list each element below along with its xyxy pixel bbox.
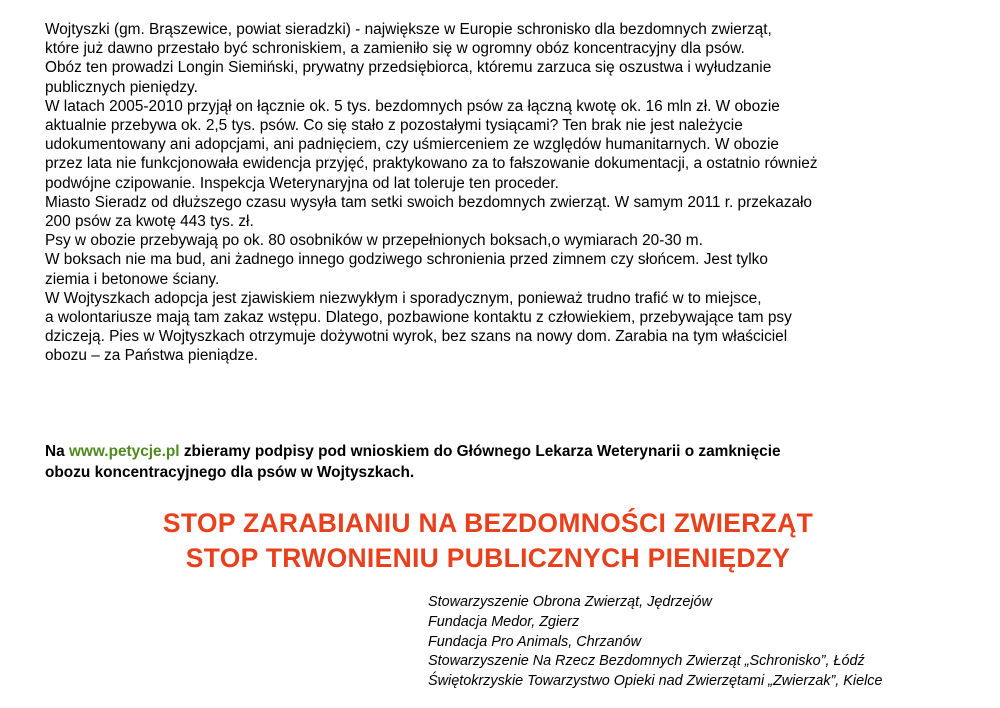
signatory: Świętokrzyskie Towarzystwo Opieki nad Zwierzętami „Zwierzak”, Kielce	[428, 673, 883, 690]
body-line: Wojtyszki (gm. Brąszewice, powiat sieradzki) - największe w Europie schronisko dla bezdomnych zwierząt,	[45, 21, 772, 38]
body-line: a wolontariusze mają tam zakaz wstępu. Dlatego, pozbawione kontaktu z człowiekiem, przebywające tam psy	[45, 309, 792, 327]
signatory: Stowarzyszenie Na Rzecz Bezdomnych Zwierząt „Schronisko”, Łódź	[428, 653, 865, 670]
article-body	[45, 20, 975, 366]
call-line-2: obozu koncentracyjnego dla psów w Wojtyszkach.	[45, 464, 415, 481]
call-prefix: Na	[45, 443, 69, 460]
body-line: W boksach nie ma bud, ani żadnego innego godziwego schronienia przed zimnem czy słońcem. Jest tylko	[45, 251, 768, 269]
body-line: ziemia i betonowe ściany.	[45, 270, 220, 288]
call-to-action	[45, 441, 975, 483]
slogan-1: STOP ZARABIANIU NA BEZDOMNOŚCI ZWIERZĄT	[162, 508, 814, 538]
body-line: publicznych pieniędzy.	[45, 78, 198, 96]
body-line: podwójne czipowanie. Inspekcja Weterynaryjna od lat toleruje ten proceder.	[45, 174, 559, 192]
signatory: Fundacja Pro Animals, Chrzanów	[428, 633, 642, 650]
body-line: przez lata nie funkcjonowała ewidencja przyjęć, praktykowano za to fałszowanie dokumentacji, a ostatnio również	[45, 155, 818, 173]
signatories	[428, 593, 883, 692]
signatory: Fundacja Medor, Zgierz	[428, 613, 580, 630]
body-line: Psy w obozie przebywają po ok. 80 osobników w przepełnionych boksach,o wymiarach 20-30 m.	[45, 232, 703, 250]
petition-link[interactable]: www.petycje.pl	[68, 443, 180, 460]
body-line: aktualnie przebywa ok. 2,5 tys. psów. Co się stało z pozostałymi tysiącami? Ten brak nie jest należycie	[45, 117, 743, 135]
slogan-2: STOP TRWONIENIU PUBLICZNYCH PIENIĘDZY	[185, 543, 791, 573]
body-line: które już dawno przestało być schroniskiem, a zamieniło się w ogromny obóz koncentracyjny dla psów.	[45, 40, 745, 58]
signatory: Stowarzyszenie Obrona Zwierząt, Jędrzejów	[428, 594, 712, 610]
call-line-1-text: zbieramy podpisy pod wnioskiem do Głównego Lekarza Weterynarii o zamknięcie	[179, 443, 781, 460]
call-line-1	[45, 441, 975, 462]
body-line: dziczeją. Pies w Wojtyszkach otrzymuje dożywotni wyrok, bez szans na nowy dom. Zarabia na tym właściciel	[45, 328, 788, 346]
body-line: Obóz ten prowadzi Longin Siemiński, prywatny przedsiębiorca, któremu zarzuca się oszustwa i wyłudzanie	[45, 59, 772, 77]
body-line: Miasto Sieradz od dłuższego czasu wysyła tam setki swoich bezdomnych zwierząt. W samym 2011 r. przekazało	[45, 193, 812, 211]
slogans	[0, 506, 976, 576]
body-line: obozu – za Państwa pieniądze.	[45, 347, 259, 365]
body-line: 200 psów za kwotę 443 tys. zł.	[45, 213, 254, 231]
body-line: W latach 2005-2010 przyjął on łącznie ok. 5 tys. bezdomnych psów za łączną kwotę ok. 16 mln zł. W obozie	[45, 97, 780, 115]
body-line: udokumentowany ani adopcjami, ani padnięciem, czy uśmierceniem ze względów humanitarnych. W obozie	[45, 136, 779, 154]
body-line: W Wojtyszkach adopcja jest zjawiskiem niezwykłym i sporadycznym, ponieważ trudno trafić w to miejsce,	[45, 289, 762, 307]
